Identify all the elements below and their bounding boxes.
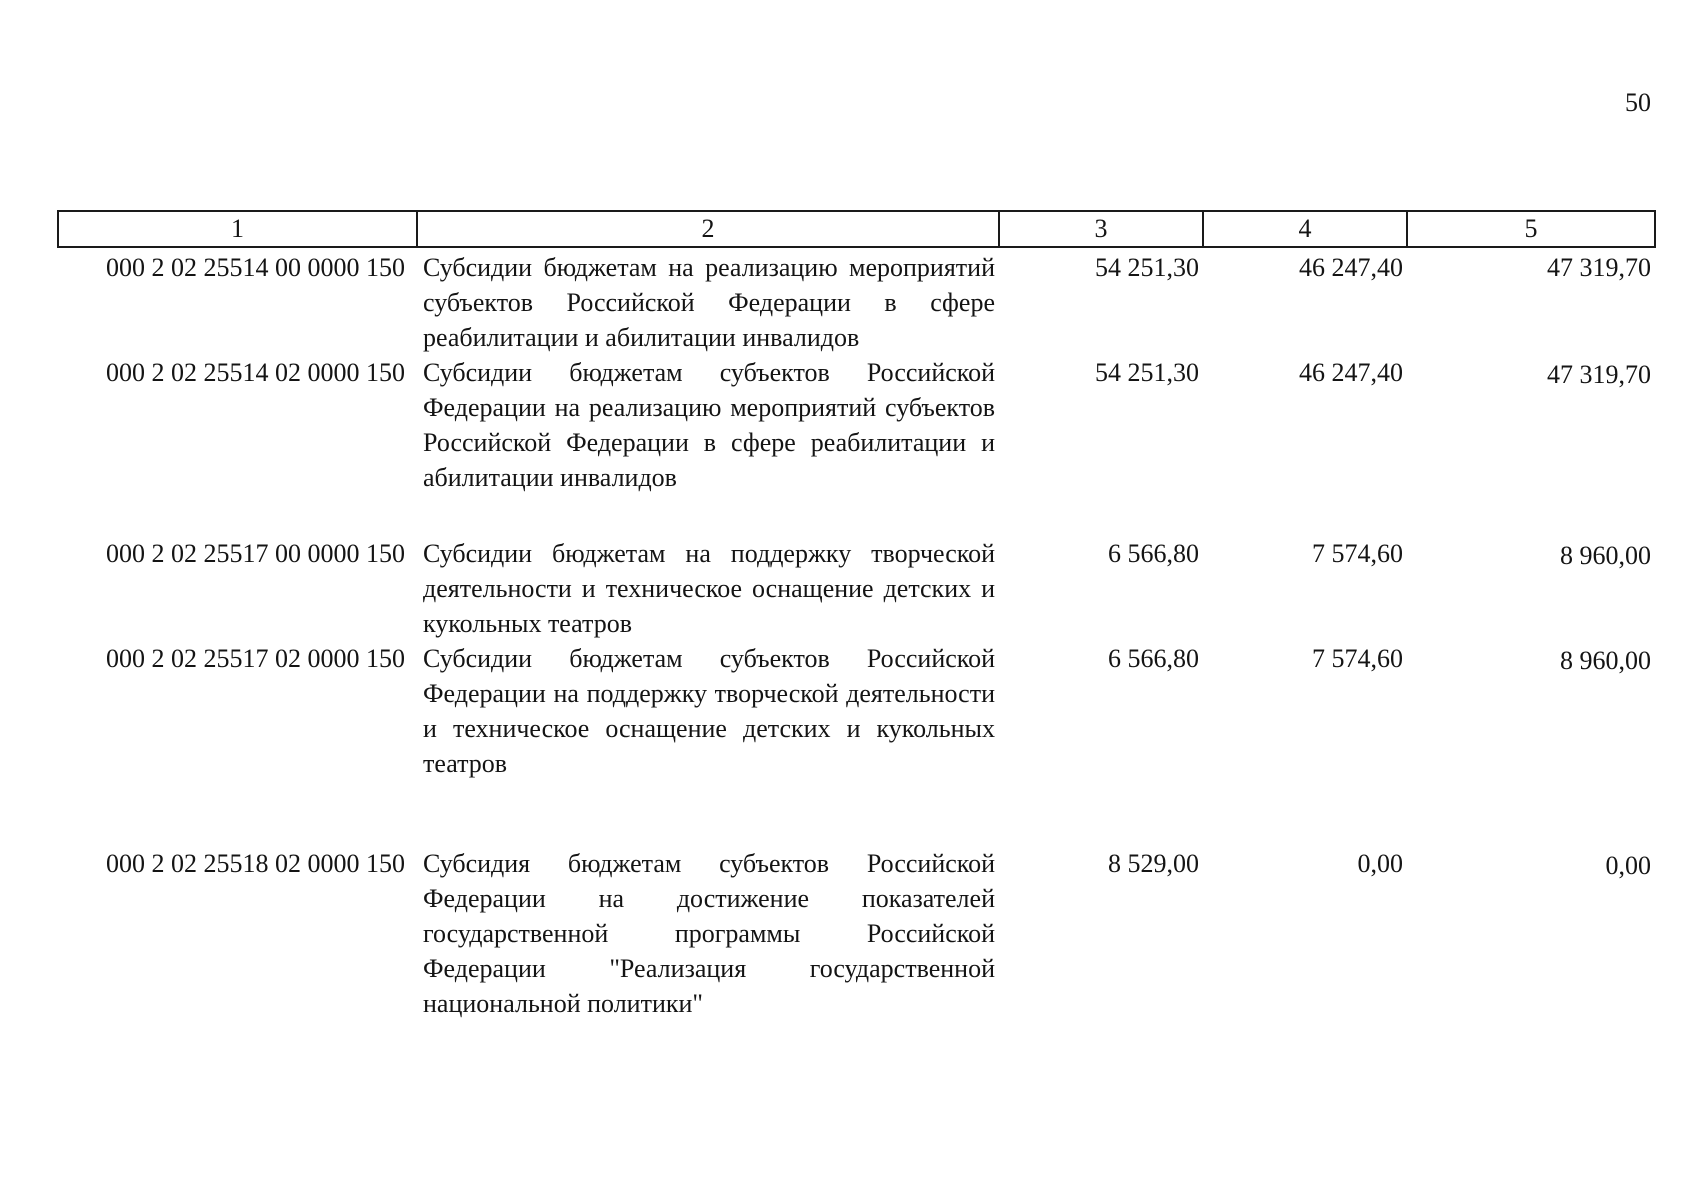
- table-row: [58, 846, 1655, 1021]
- budget-item-name: Субсидии бюджетам субъектов Российской Федерации на поддержку творческой деятельности и техническое оснащение детских и кукольных театров: [423, 644, 995, 778]
- column-header-4: 4: [1203, 211, 1407, 247]
- value-column-3: 6 566,80: [1108, 539, 1199, 568]
- value-column-5: 8 960,00: [1560, 646, 1651, 675]
- table-row: [58, 641, 1655, 846]
- table-row: [58, 536, 1655, 641]
- budget-item-name: Субсидии бюджетам субъектов Российской Федерации на реализацию мероприятий субъектов Российской Федерации в сфере реабилитации и абилитации инвалидов: [423, 358, 995, 492]
- budget-code: 000 2 02 25517 02 0000 150: [106, 644, 405, 673]
- table-row: [58, 247, 1655, 355]
- header-row: [58, 211, 1655, 247]
- budget-code: 000 2 02 25514 02 0000 150: [106, 358, 405, 387]
- table-row: [58, 355, 1655, 536]
- value-column-3: 8 529,00: [1108, 849, 1199, 878]
- budget-item-name: Субсидия бюджетам субъектов Российской Федерации на достижение показателей государственной программы Российской Федерации "Реализация государственной национальной политики": [423, 849, 995, 1018]
- value-column-4: 7 574,60: [1312, 539, 1403, 568]
- value-column-5: 0,00: [1605, 851, 1651, 880]
- column-header-3: 3: [999, 211, 1203, 247]
- budget-item-name: Субсидии бюджетам на реализацию мероприятий субъектов Российской Федерации в сфере реабилитации и абилитации инвалидов: [423, 253, 995, 352]
- column-header-1: 1: [58, 211, 417, 247]
- value-column-3: 54 251,30: [1095, 358, 1199, 387]
- value-column-3: 54 251,30: [1095, 253, 1199, 282]
- page-number: 50: [1625, 88, 1651, 117]
- value-column-4: 0,00: [1357, 849, 1403, 878]
- budget-item-name: Субсидии бюджетам на поддержку творческой деятельности и техническое оснащение детских и кукольных театров: [423, 539, 995, 638]
- budget-table: [57, 210, 1656, 1021]
- column-header-5: 5: [1407, 211, 1655, 247]
- value-column-4: 7 574,60: [1312, 644, 1403, 673]
- budget-code: 000 2 02 25517 00 0000 150: [106, 539, 405, 568]
- value-column-5: 8 960,00: [1560, 541, 1651, 570]
- column-header-2: 2: [417, 211, 999, 247]
- value-column-4: 46 247,40: [1299, 358, 1403, 387]
- value-column-4: 46 247,40: [1299, 253, 1403, 282]
- value-column-3: 6 566,80: [1108, 644, 1199, 673]
- value-column-5: 47 319,70: [1547, 253, 1651, 282]
- value-column-5: 47 319,70: [1547, 360, 1651, 389]
- budget-code: 000 2 02 25514 00 0000 150: [106, 253, 405, 282]
- budget-code: 000 2 02 25518 02 0000 150: [106, 849, 405, 878]
